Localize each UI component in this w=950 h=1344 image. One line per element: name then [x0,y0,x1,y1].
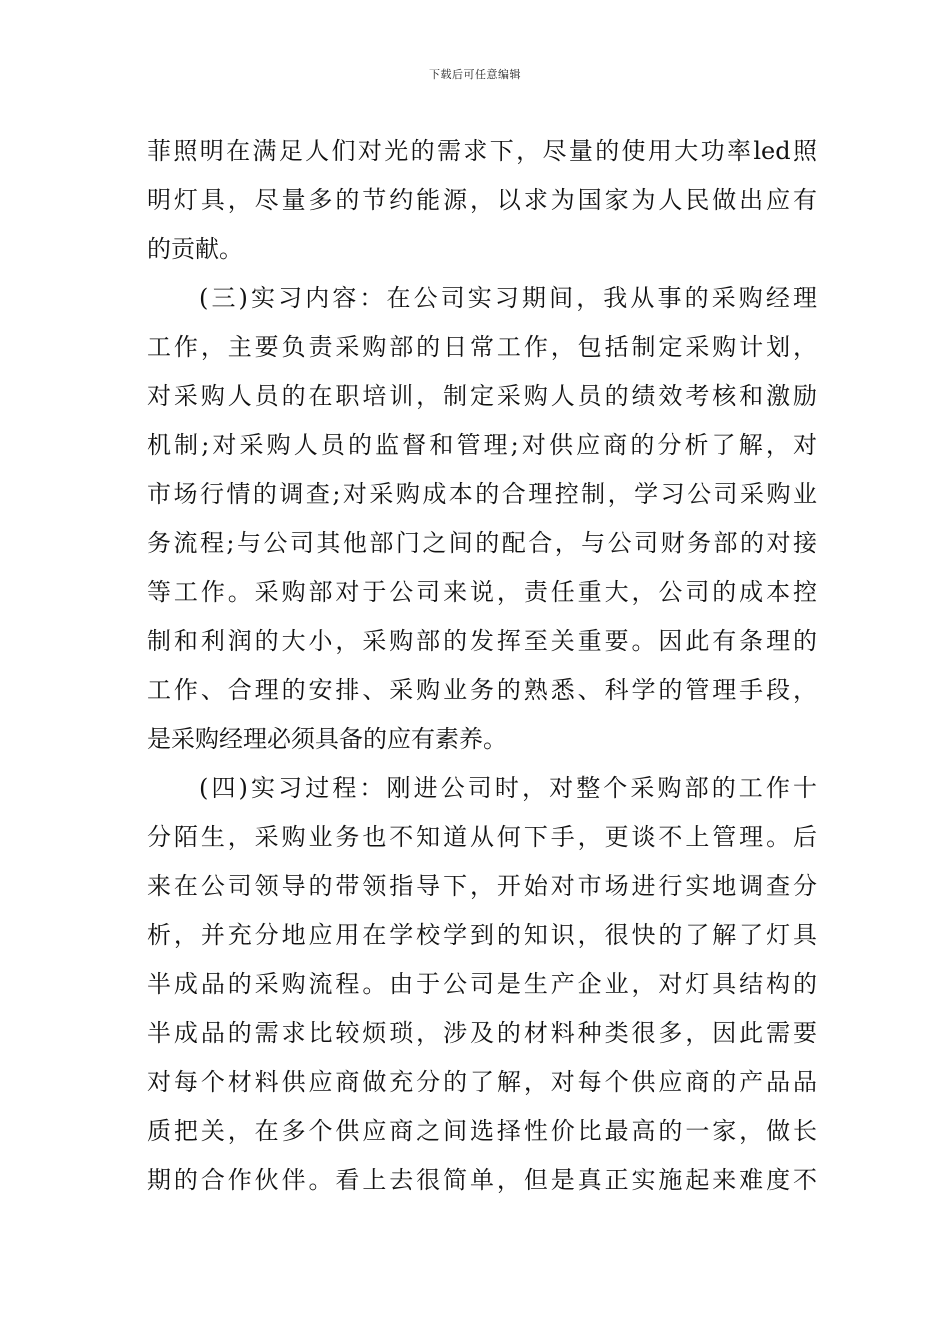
text-line: 明灯具，尽量多的节约能源，以求为国家为人民做出应有 [147,186,817,214]
text-line: 对采购人员的在职培训，制定采购人员的绩效考核和激励 [147,382,817,410]
text-line: 析，并充分地应用在学校学到的知识，很快的了解了灯具 [147,921,817,949]
text-line: (四)实习过程：刚进公司时，对整个采购部的工作十 [199,774,817,802]
text-line: 机制;对采购人员的监督和管理;对供应商的分析了解，对 [147,431,817,459]
text-line: 质把关，在多个供应商之间选择性价比最高的一家，做长 [147,1117,817,1145]
text-line: 工作、合理的安排、采购业务的熟悉、科学的管理手段， [147,676,817,704]
text-line: 半成品的需求比较烦琐，涉及的材料种类很多，因此需要 [147,1019,817,1047]
text-line: 务流程;与公司其他部门之间的配合，与公司财务部的对接 [147,529,817,557]
text-line: 工作，主要负责采购部的日常工作，包括制定采购计划， [147,333,817,361]
text-line: 是采购经理必须具备的应有素养。 [147,725,507,753]
page-header: 下载后可任意编辑 [429,68,521,81]
text-line: 菲照明在满足人们对光的需求下，尽量的使用大功率led照 [147,137,817,165]
text-line: 市场行情的调查;对采购成本的合理控制，学习公司采购业 [147,480,817,508]
text-line: 对每个材料供应商做充分的了解，对每个供应商的产品品 [147,1068,817,1096]
text-line: 半成品的采购流程。由于公司是生产企业，对灯具结构的 [147,970,817,998]
text-line: 制和利润的大小，采购部的发挥至关重要。因此有条理的 [147,627,817,655]
text-line: 等工作。采购部对于公司来说，责任重大，公司的成本控 [147,578,817,606]
text-line: 来在公司领导的带领指导下，开始对市场进行实地调查分 [147,872,817,900]
text-line: 的贡献。 [147,235,243,263]
text-line: 分陌生，采购业务也不知道从何下手，更谈不上管理。后 [147,823,817,851]
text-line: (三)实习内容：在公司实习期间，我从事的采购经理 [199,284,817,312]
text-line: 期的合作伙伴。看上去很简单，但是真正实施起来难度不 [147,1166,817,1194]
body-text [147,127,817,1205]
